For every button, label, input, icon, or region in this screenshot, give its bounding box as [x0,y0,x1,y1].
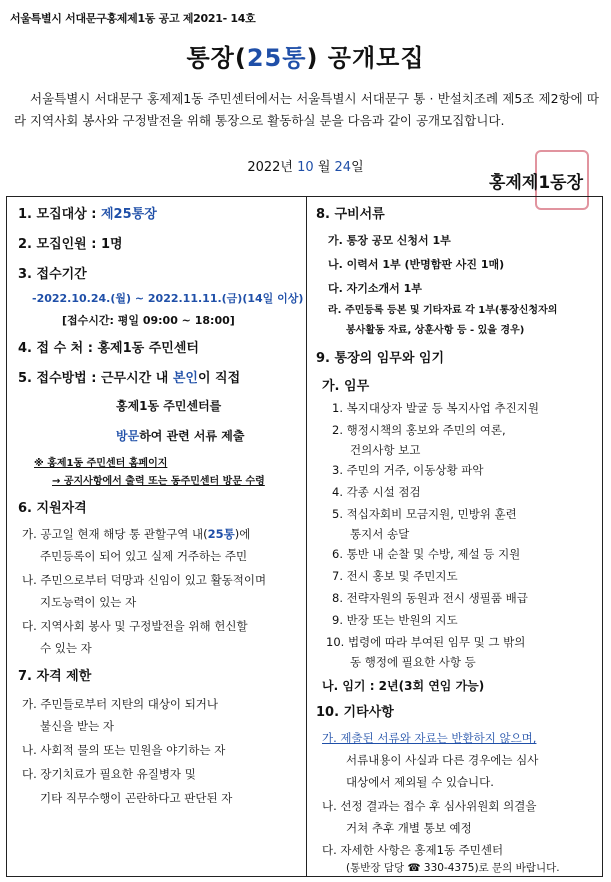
duty-item: 9. 반장 또는 반원의 지도 [332,613,458,627]
section-1-value: 제25통장 [101,207,157,222]
misc-a-line2: 서류내용이 사실과 다른 경우에는 심사 [346,753,539,767]
page-title [0,38,611,73]
issuing-organization: 홍제제1동장 [489,173,583,193]
section-5-text-end: 이 직접 [197,371,241,386]
section-3-heading: 3. 접수기간 [18,267,87,282]
restriction-a-line2: 불신을 받는 자 [40,719,114,733]
intro-paragraph: 서울특별시 서대문구 홍제제1동 주민센터에서는 서울특별시 서대문구 통 · 반설치조례 제5조 제2항에 따라 지역사회 봉사와 구정발전을 위해 통장으로 활동하실 분을 다음과 같이 공개모집합니다. [14,91,599,128]
misc-a: 가. 제출된 서류와 자료는 반환하지 않으며, [322,731,537,745]
restriction-c: 다. 장기치료가 필요한 유질병자 및 [22,767,196,781]
restriction-b: 나. 사회적 물의 또는 민원을 야기하는 자 [22,743,226,757]
duty-item-cont: 건의사항 보고 [350,443,421,457]
doc-a: 가. 통장 공모 신청서 1부 [328,234,451,247]
doc-c: 다. 자기소개서 1부 [328,282,422,295]
section-2: 2. 모집인원 : 1명 [18,237,123,252]
duty-item: 2. 행정시책의 홍보와 주민의 여론, [332,423,506,437]
restriction-c-line2: 기타 직무수행이 곤란하다고 판단된 자 [40,791,233,805]
section-5-line3 [116,428,244,445]
title-prefix: 통장( [186,44,247,72]
section-5-line2: 홍제1동 주민센터를 [116,399,222,413]
eligibility-a-end: )에 [234,527,251,541]
date-day: 24 [334,160,352,175]
doc-b: 나. 이력서 1부 (반명함판 사진 1매) [328,258,505,271]
duty-item: 1. 복지대상자 발굴 등 복지사업 추진지원 [332,401,539,415]
title-unit-number: 25통 [246,44,307,72]
column-divider [306,196,307,877]
date-month-unit: 월 [317,160,331,175]
doc-d-line2: 봉사활동 자료, 상훈사항 등 - 있을 경우) [346,325,525,336]
duty-item: 3. 주민의 거주, 이동상황 파악 [332,463,484,477]
section-4: 4. 접 수 처 : 홍제1동 주민센터 [18,341,199,356]
duty-item: 4. 각종 시설 점검 [332,485,421,499]
section-5-line3-text: 하여 관련 서류 제출 [139,429,245,443]
notice-number-line: 서울특별시 서대문구홍제제1동 공고 제2021- 14호 [10,12,256,25]
section-9-heading: 9. 통장의 임무와 임기 [316,351,445,366]
visit-emphasis: 방문 [116,429,140,443]
eligibility-c: 다. 지역사회 봉사 및 구정발전을 위해 헌신할 [22,619,248,633]
eligibility-c-line2: 수 있는 자 [40,641,92,655]
section-1-label: 1. 모집대상 : [18,207,97,222]
duty-item: 6. 통반 내 순찰 및 수방, 제설 등 지원 [332,547,521,561]
date-month: 10 [297,160,314,175]
eligibility-unit: 25통 [207,527,235,541]
duties-heading: 가. 임무 [322,379,370,394]
in-person-emphasis: 본인 [172,371,198,386]
section-10-heading: 10. 기타사항 [316,705,394,720]
duty-item: 8. 전략자원의 동원과 전시 생필품 배급 [332,591,528,605]
section-1 [18,206,157,223]
date-year: 2022년 [247,160,293,175]
date-day-unit: 일 [351,160,364,175]
misc-c-line2: (통반장 담당 ☎ 330-4375)로 문의 바랍니다. [346,862,560,874]
eligibility-a [22,526,250,543]
section-5 [18,370,240,387]
duty-item: 5. 적십자회비 모금지원, 민방위 훈련 [332,507,517,521]
restriction-a: 가. 주민들로부터 지탄의 대상이 되거나 [22,697,219,711]
doc-d: 라. 주민등록 등본 및 기타자료 각 1부(통장신청자의 [328,305,558,316]
section-6-heading: 6. 지원자격 [18,501,87,516]
homepage-note-detail: → 공지사항에서 출력 또는 동주민센터 방문 수령 [52,476,265,487]
term-of-office: 나. 임기 : 2년(3회 연임 가능) [322,679,485,693]
title-suffix: ) 공개모집 [306,44,425,72]
duty-item: 7. 전시 홍보 및 주민지도 [332,569,458,583]
section-8-heading: 8. 구비서류 [316,207,385,222]
section-5-text: 5. 접수방법 : 근무시간 내 [18,371,169,386]
application-hours: [접수시간: 평일 09:00 ~ 18:00] [62,314,235,327]
eligibility-a-line2: 주민등록이 되어 있고 실제 거주하는 주민 [40,549,248,563]
misc-b-line2: 거쳐 추후 개별 통보 예정 [346,821,472,835]
homepage-note: ※ 홍제1동 주민센터 홈페이지 [34,458,168,469]
duty-item-cont: 통지서 송달 [350,527,410,541]
misc-a-line3: 대상에서 제외될 수 있습니다. [346,775,494,789]
application-period: -2022.10.24.(월) ~ 2022.11.11.(금)(14일 이상) [32,292,304,305]
duty-item: 10. 법령에 따라 부여된 임무 및 그 밖의 [326,635,526,649]
eligibility-b-line2: 지도능력이 있는 자 [40,595,137,609]
section-7-heading: 7. 자격 제한 [18,669,92,684]
eligibility-a-text: 가. 공고일 현재 해당 통 관할구역 내( [22,527,208,541]
misc-b: 나. 선정 결과는 접수 후 심사위원회 의결을 [322,799,537,813]
misc-c: 다. 자세한 사항은 홍제1동 주민센터 [322,843,504,857]
duty-item-cont: 동 행정에 필요한 사항 등 [350,655,476,669]
eligibility-b: 나. 주민으로부터 덕망과 신임이 있고 활동적이며 [22,573,267,587]
